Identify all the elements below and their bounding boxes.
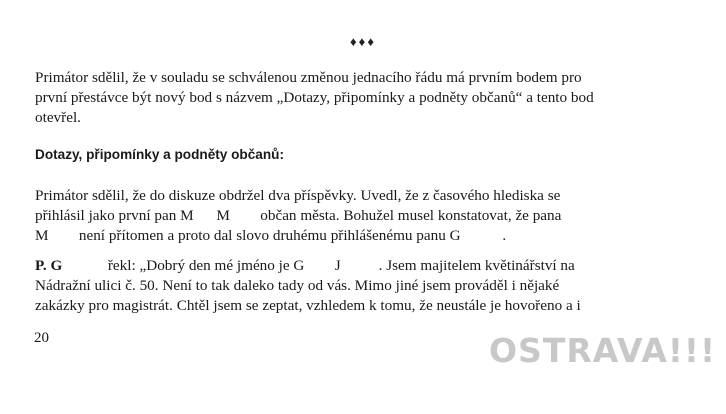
section-heading: Dotazy, připomínky a podněty občanů: (35, 147, 284, 162)
text-line: Primátor sdělil, že do diskuze obdržel dva příspěvky. Uvedl, že z časového hlediska se (35, 187, 561, 204)
page-number: 20 (34, 330, 49, 346)
text-line-first (35, 256, 641, 276)
paragraph-mayor-statement (35, 186, 641, 246)
text-line: přihlásil jako první pan M M občan města. Bohužel musel konstatovat, že pana (35, 207, 562, 224)
paragraph-intro (35, 68, 641, 128)
text-line: Primátor sdělil, že v souladu se schválenou změnou jednacího řádu má prvním bodem pro (35, 69, 582, 86)
text-line: první přestávce být nový bod s názvem „Dotazy, připomínky a podněty občanů“ a tento bod (35, 89, 594, 106)
text-line: M není přítomen a proto dal slovo druhému přihlášenému panu G . (35, 227, 507, 244)
speech-start: řekl: „Dobrý den mé jméno je G J . Jsem majitelem květinářství na (62, 257, 575, 274)
text-line: zakázky pro magistrát. Chtěl jsem se zeptat, vzhledem k tomu, že neustále je hovořeno a i (35, 297, 581, 314)
speaker-name: P. G (35, 257, 63, 274)
ostrava-watermark-logo: OSTRAVA!!! (489, 331, 717, 370)
text-line: otevřel. (35, 109, 81, 126)
text-line: Nádražní ulici č. 50. Není to tak daleko tady od vás. Mimo jiné jsem prováděl i nějaké (35, 277, 560, 294)
paragraph-citizen-speech (35, 256, 641, 316)
section-separator: ♦♦♦ (350, 34, 376, 49)
